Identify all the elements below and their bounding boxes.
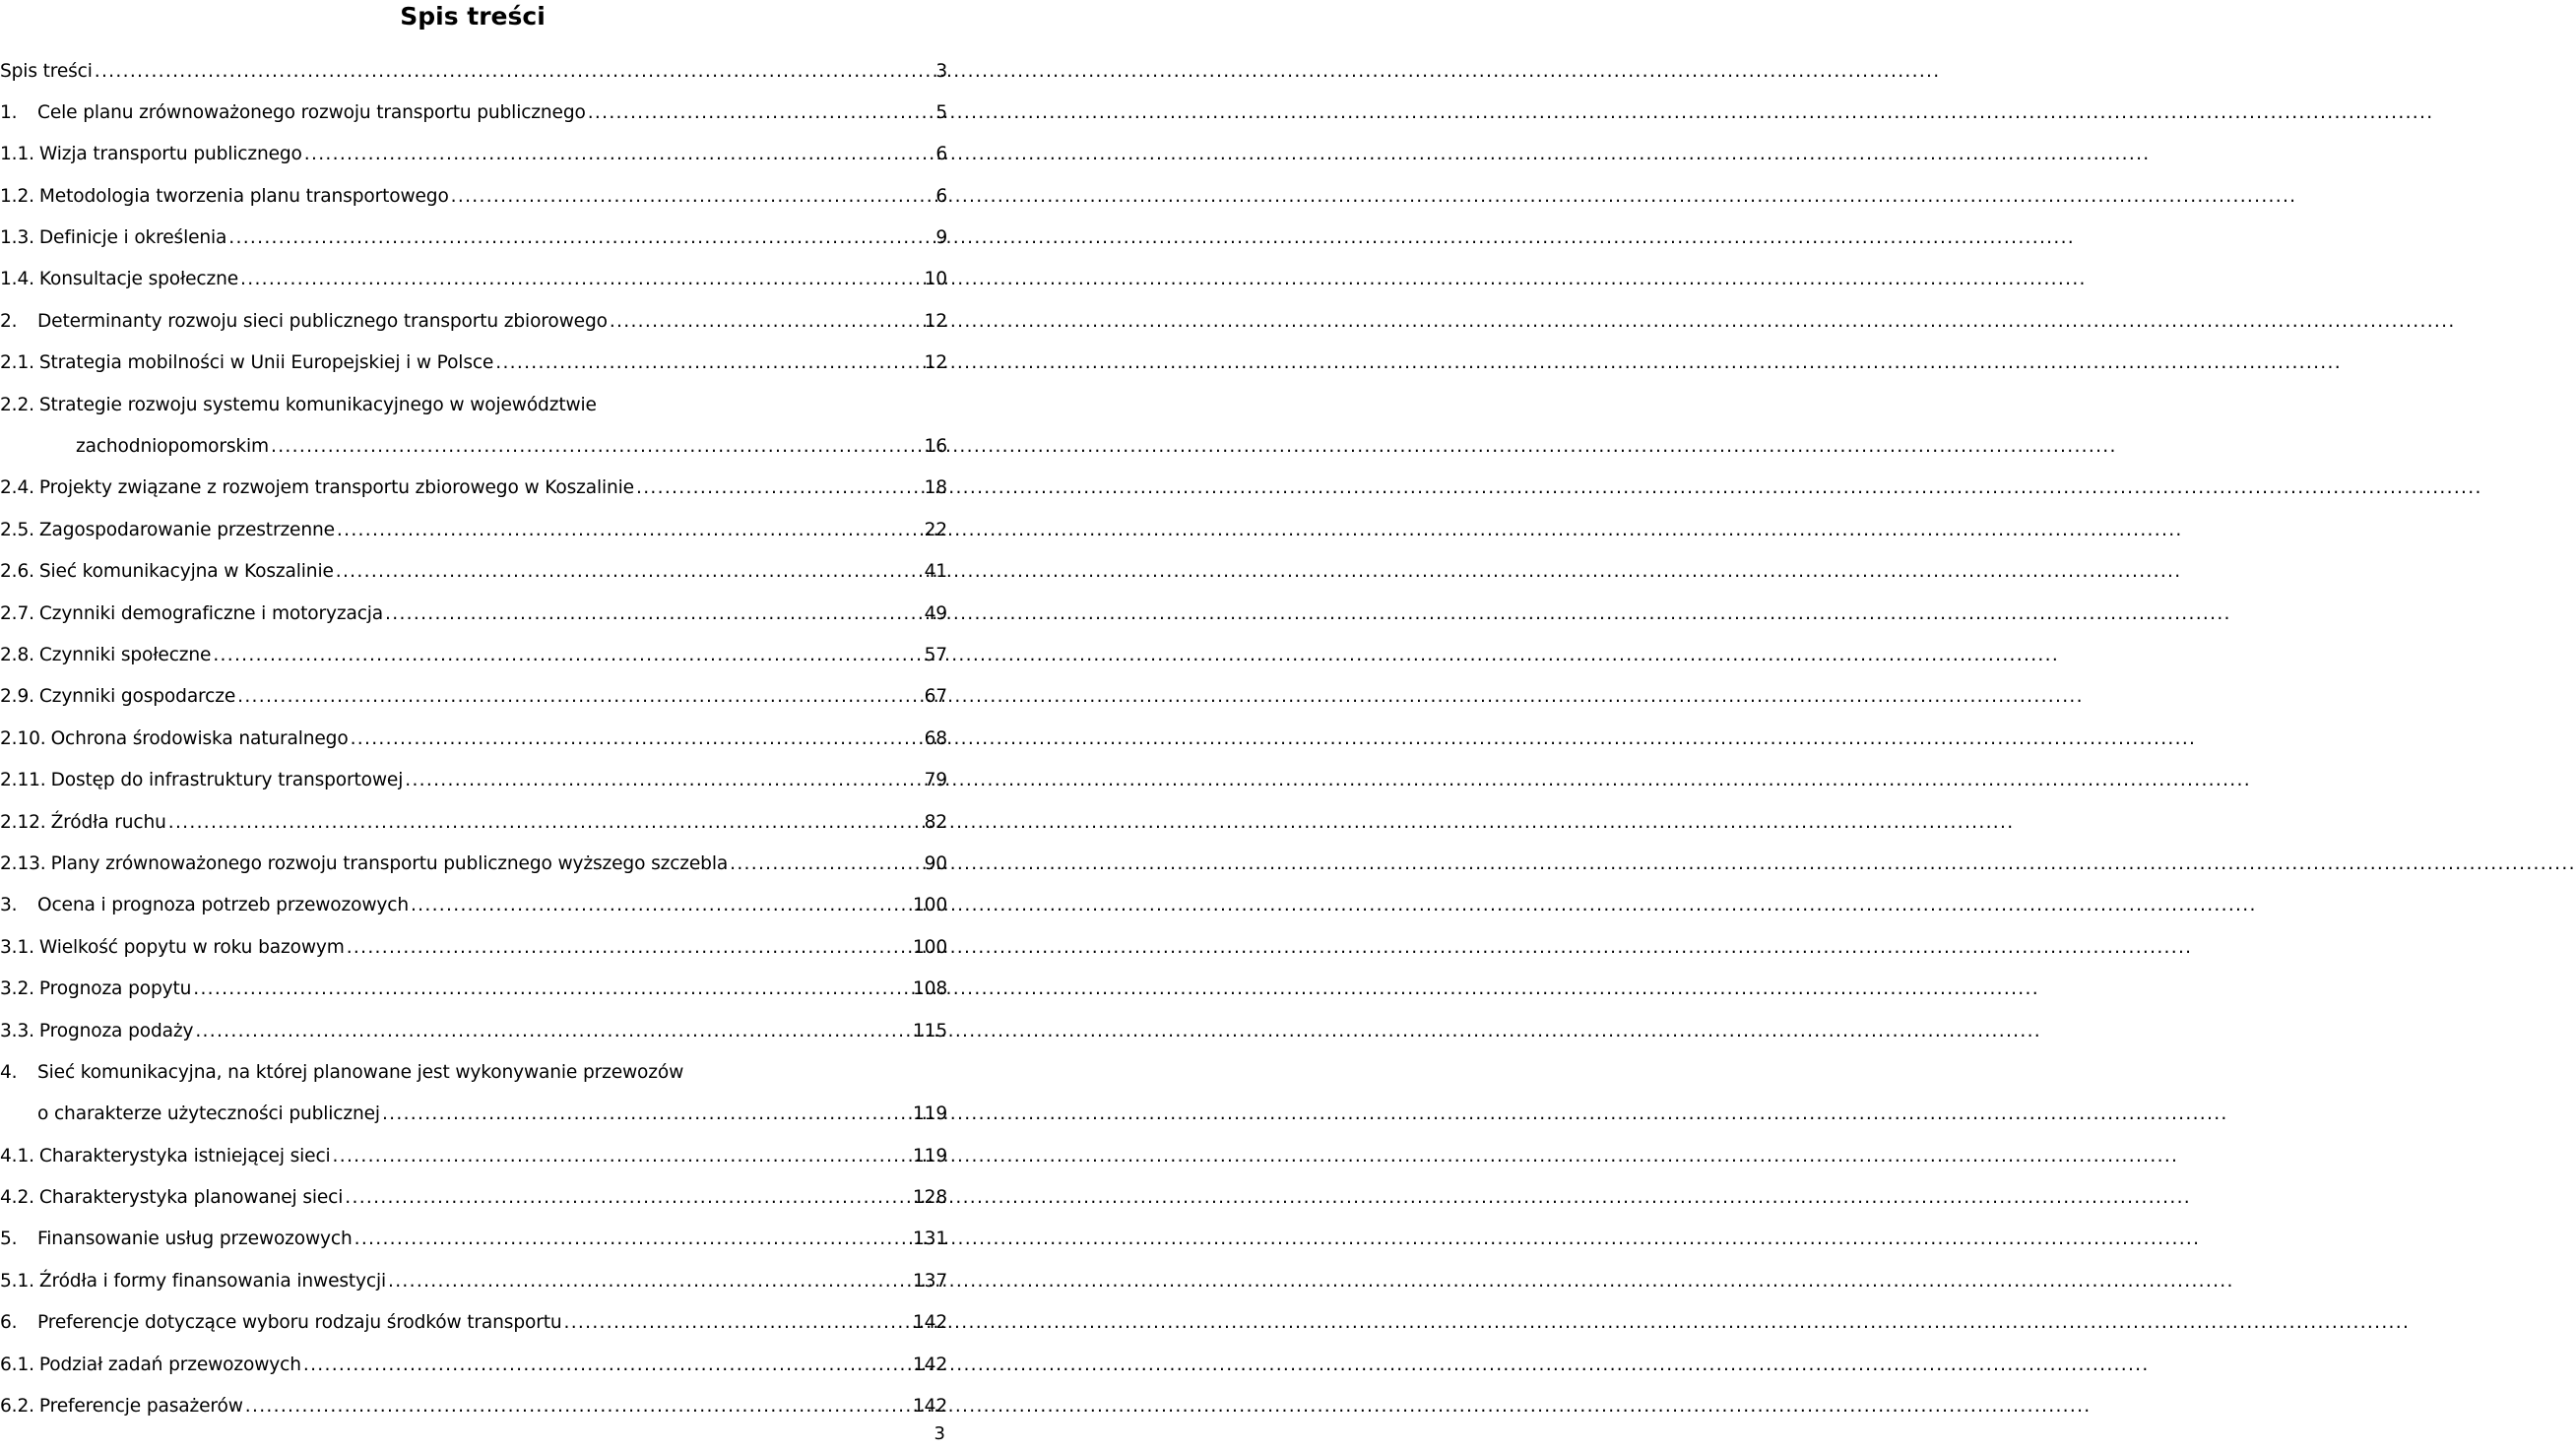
dot-leader	[168, 812, 923, 833]
toc-entry-page: 108	[912, 978, 947, 1000]
toc-entry-line	[0, 1095, 947, 1134]
toc-entry-title: Dostęp do infrastruktury transportowej	[50, 770, 404, 791]
dot-leader	[730, 853, 923, 874]
toc-entry[interactable]	[0, 1220, 947, 1261]
toc-entry[interactable]	[0, 1387, 947, 1428]
dot-leader	[333, 1146, 911, 1166]
toc-entry[interactable]	[0, 970, 947, 1011]
toc-entry-title: Czynniki demograficzne i motoryzacja	[38, 602, 384, 624]
toc-entry-line	[0, 260, 947, 299]
toc-entry-title: Czynniki gospodarcze	[38, 686, 236, 708]
dot-leader	[382, 1103, 911, 1124]
dot-leader	[563, 1312, 910, 1333]
toc-entry-number: 3.	[0, 895, 18, 916]
toc-entry-title: Strategia mobilności w Unii Europejskiej i w Polsce	[38, 352, 494, 374]
toc-entry-number: 6.1.	[0, 1354, 34, 1375]
toc-entry-page: 137	[912, 1270, 947, 1292]
dot-leader	[495, 352, 922, 373]
toc-entry-number: 2.10.	[0, 727, 46, 749]
toc-entry-number: 2.11.	[0, 770, 46, 791]
toc-entry-title: Sieć komunikacyjna w Koszalinie	[38, 561, 334, 583]
toc-entry-line	[0, 1011, 947, 1050]
dot-leader	[304, 144, 934, 164]
toc-entry-line	[0, 510, 947, 549]
toc-entry-title: Ocena i prognoza potrzeb przewozowych	[37, 895, 409, 916]
toc-entry-title: zachodniopomorskim	[76, 436, 270, 458]
toc-entry-number: 1.4.	[0, 269, 34, 290]
toc-entry-title: Metodologia tworzenia planu transportowego	[38, 185, 449, 207]
toc-entry-line	[0, 344, 947, 383]
dot-leader	[385, 603, 923, 624]
toc-entry-page: 57	[924, 644, 947, 665]
dot-leader	[405, 770, 922, 790]
toc-entry-line	[0, 301, 947, 341]
toc-entry-page: 142	[912, 1354, 947, 1375]
dot-leader	[388, 1271, 911, 1292]
toc-entry-line	[0, 1303, 947, 1343]
dot-leader	[411, 895, 911, 915]
toc-entry-page: 119	[912, 1145, 947, 1166]
toc-entry[interactable]	[0, 594, 947, 635]
toc-entry-number: 2.6.	[0, 561, 34, 583]
dot-leader	[271, 436, 923, 457]
dot-leader	[193, 978, 911, 999]
toc-entry-page: 12	[924, 310, 947, 332]
dot-leader	[213, 645, 922, 665]
toc-entry[interactable]	[0, 635, 947, 676]
toc-entry-page: 128	[912, 1187, 947, 1209]
toc-entry-number: 6.2.	[0, 1396, 34, 1418]
toc-entry-page: 9	[935, 227, 947, 249]
toc-entry[interactable]	[0, 1052, 947, 1136]
dot-leader	[610, 311, 923, 332]
toc-entry-page: 10	[924, 269, 947, 290]
toc-entry-page: 22	[924, 519, 947, 540]
toc-entry-title: Konsultacje społeczne	[38, 269, 239, 290]
toc-entry[interactable]	[0, 677, 947, 719]
toc-entry-line	[0, 927, 947, 967]
toc-entry-number: 1.3.	[0, 227, 34, 249]
toc-entry-number: 1.1.	[0, 144, 34, 165]
dot-leader	[337, 520, 923, 540]
toc-entry[interactable]	[0, 1011, 947, 1052]
toc-entry-title: Czynniki społeczne	[38, 644, 212, 665]
toc-entry-number: 5.	[0, 1229, 18, 1250]
page-title: Spis treści	[400, 2, 546, 31]
toc-entry-page: 100	[912, 895, 947, 916]
toc-entry-line	[0, 51, 947, 91]
toc-entry-page: 131	[912, 1229, 947, 1250]
dot-leader	[588, 102, 934, 123]
dot-leader	[95, 61, 934, 82]
table-of-contents	[0, 51, 947, 1428]
toc-entry[interactable]	[0, 469, 947, 510]
toc-entry-line	[0, 1261, 947, 1300]
toc-entry-number: 2.8.	[0, 644, 34, 665]
toc-entry-page: 142	[912, 1396, 947, 1418]
toc-entry-page: 100	[912, 936, 947, 958]
toc-entry-page: 3	[935, 60, 947, 82]
toc-entry-number: 2.2.	[0, 394, 34, 415]
toc-entry-line	[0, 594, 947, 633]
toc-entry-page: 49	[924, 602, 947, 624]
toc-entry-page: 12	[924, 352, 947, 374]
toc-entry-title: Charakterystyka planowanej sieci	[38, 1187, 344, 1209]
dot-leader	[636, 477, 923, 498]
toc-entry-title: Źródła i formy finansowania inwestycji	[38, 1270, 387, 1292]
dot-leader	[195, 1021, 911, 1041]
toc-entry-title: Preferencje pasażerów	[38, 1396, 243, 1418]
toc-entry[interactable]	[0, 51, 947, 93]
toc-entry-number: 2.5.	[0, 519, 34, 540]
toc-entry-number: 4.	[0, 1061, 18, 1083]
toc-entry[interactable]	[0, 927, 947, 969]
toc-entry[interactable]	[0, 176, 947, 218]
toc-entry-line	[0, 677, 947, 717]
dot-leader	[354, 1229, 911, 1249]
toc-entry-line	[0, 176, 947, 216]
toc-entry[interactable]	[0, 1303, 947, 1345]
dot-leader	[228, 227, 934, 248]
toc-entry-number: 4.2.	[0, 1187, 34, 1209]
toc-entry-title: o charakterze użyteczności publicznej	[37, 1103, 380, 1125]
toc-entry[interactable]	[0, 135, 947, 176]
toc-entry-number: 1.	[0, 101, 18, 123]
dot-leader	[245, 1396, 911, 1417]
toc-entry-line	[0, 886, 947, 925]
toc-entry-number: 2.1.	[0, 352, 34, 374]
toc-entry-number: 3.2.	[0, 978, 34, 1000]
dot-leader	[451, 186, 934, 207]
toc-entry-page: 68	[924, 727, 947, 749]
toc-entry-title: Plany zrównoważonego rozwoju transportu publicznego wyższego szczebla	[50, 852, 729, 874]
toc-entry[interactable]	[0, 844, 947, 885]
dot-leader	[240, 269, 923, 289]
dot-leader	[336, 561, 923, 582]
toc-entry[interactable]	[0, 301, 947, 343]
toc-entry-title: Definicje i określenia	[38, 227, 227, 249]
toc-entry-line	[0, 469, 947, 508]
toc-entry[interactable]	[0, 1136, 947, 1177]
toc-entry-line	[0, 427, 947, 467]
toc-entry-page: 67	[924, 686, 947, 708]
toc-entry-page: 119	[912, 1103, 947, 1125]
dot-leader	[351, 728, 923, 749]
toc-entry-number: 2.4.	[0, 477, 34, 499]
toc-entry-page: 115	[912, 1020, 947, 1041]
toc-entry-line	[0, 1387, 947, 1426]
toc-entry-title: Ochrona środowiska naturalnego	[50, 727, 349, 749]
toc-entry-number: 2.7.	[0, 602, 34, 624]
dot-leader	[303, 1355, 911, 1375]
toc-entry-page: 6	[935, 185, 947, 207]
toc-entry-line	[0, 385, 947, 424]
toc-entry[interactable]	[0, 1345, 947, 1386]
toc-entry-line	[0, 1178, 947, 1218]
toc-entry[interactable]	[0, 385, 947, 469]
toc-entry[interactable]	[0, 761, 947, 802]
toc-entry-line	[0, 761, 947, 800]
toc-entry[interactable]	[0, 344, 947, 385]
toc-entry-title: Prognoza popytu	[38, 978, 192, 1000]
toc-entry-title: Cele planu zrównoważonego rozwoju transportu publicznego	[37, 101, 586, 123]
toc-entry[interactable]	[0, 219, 947, 260]
toc-entry-line	[0, 802, 947, 842]
toc-entry-page: 79	[924, 770, 947, 791]
toc-entry-line	[0, 219, 947, 258]
toc-entry-title: Preferencje dotyczące wyboru rodzaju środków transportu	[37, 1312, 562, 1334]
toc-entry-title: Spis treści	[0, 60, 93, 82]
toc-entry-number: 2.13.	[0, 852, 46, 874]
toc-entry[interactable]	[0, 552, 947, 594]
toc-entry-number: 1.2.	[0, 185, 34, 207]
toc-entry[interactable]	[0, 510, 947, 551]
toc-entry-number: 2.12.	[0, 811, 46, 833]
toc-entry-title: Finansowanie usług przewozowych	[37, 1229, 353, 1250]
toc-entry-page: 5	[935, 101, 947, 123]
toc-entry-page: 6	[935, 144, 947, 165]
toc-entry-title: Wielkość popytu w roku bazowym	[38, 936, 345, 958]
toc-entry-title: Projekty związane z rozwojem transportu zbiorowego w Koszalinie	[38, 477, 634, 499]
toc-entry-number: 6.	[0, 1312, 18, 1334]
toc-entry-page: 16	[924, 436, 947, 458]
toc-entry-line	[0, 552, 947, 592]
toc-entry-line	[0, 93, 947, 132]
toc-entry-page: 90	[924, 852, 947, 874]
dot-leader	[345, 1187, 911, 1208]
toc-entry-title: Charakterystyka istniejącej sieci	[38, 1145, 331, 1166]
toc-entry-line	[0, 635, 947, 674]
toc-entry-title: Podział zadań przewozowych	[38, 1354, 301, 1375]
toc-entry-line	[0, 970, 947, 1009]
toc-entry-line	[0, 1345, 947, 1384]
toc-entry-page: 142	[912, 1312, 947, 1334]
toc-entry-title: Prognoza podaży	[38, 1020, 194, 1041]
toc-entry-title: Zagospodarowanie przestrzenne	[38, 519, 335, 540]
toc-entry-line	[0, 844, 947, 883]
toc-entry[interactable]	[0, 802, 947, 844]
toc-entry-number: 2.	[0, 310, 18, 332]
toc-entry[interactable]	[0, 1261, 947, 1302]
toc-entry-line	[0, 719, 947, 758]
toc-entry[interactable]	[0, 719, 947, 760]
page-number: 3	[934, 1423, 945, 1444]
toc-entry-number: 3.3.	[0, 1020, 34, 1041]
toc-entry[interactable]	[0, 886, 947, 927]
toc-entry[interactable]	[0, 260, 947, 301]
toc-entry-number: 5.1.	[0, 1270, 34, 1292]
toc-entry-number: 4.1.	[0, 1145, 34, 1166]
toc-entry-line	[0, 1220, 947, 1259]
dot-leader	[237, 686, 923, 707]
toc-entry-line	[0, 1052, 947, 1092]
toc-entry-line	[0, 1136, 947, 1175]
document-page	[0, 0, 945, 1450]
toc-entry[interactable]	[0, 93, 947, 134]
toc-entry-number: 2.9.	[0, 686, 34, 708]
toc-entry-title: Sieć komunikacyjna, na której planowane jest wykonywanie przewozów	[37, 1061, 684, 1083]
toc-entry-page: 82	[924, 811, 947, 833]
toc-entry-page: 41	[924, 561, 947, 583]
toc-entry[interactable]	[0, 1178, 947, 1220]
toc-entry-title: Źródła ruchu	[50, 811, 166, 833]
toc-entry-page: 18	[924, 477, 947, 499]
dot-leader	[347, 937, 911, 958]
toc-entry-line	[0, 135, 947, 174]
toc-entry-title: Determinanty rozwoju sieci publicznego transportu zbiorowego	[37, 310, 608, 332]
toc-entry-title: Wizja transportu publicznego	[38, 144, 302, 165]
toc-entry-title: Strategie rozwoju systemu komunikacyjnego w województwie	[38, 394, 597, 415]
toc-entry-number: 3.1.	[0, 936, 34, 958]
